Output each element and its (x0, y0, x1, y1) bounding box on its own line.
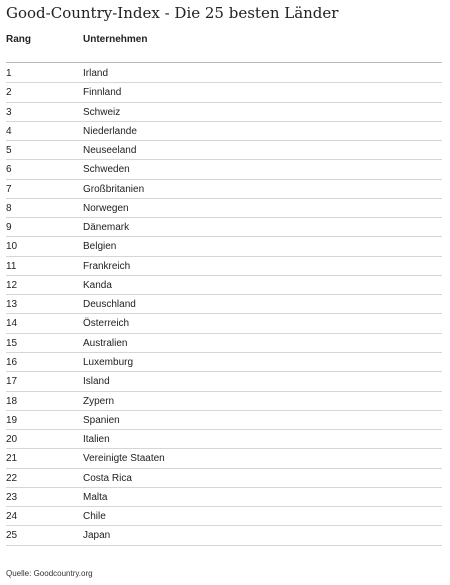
table-row (6, 469, 442, 488)
country-cell: Österreich (83, 318, 130, 330)
country-cell: Island (83, 376, 110, 388)
rank-cell: 15 (6, 337, 18, 349)
table-row (6, 430, 442, 449)
table-row (6, 314, 442, 333)
table-row (6, 83, 442, 102)
rank-cell: 9 (6, 222, 12, 234)
rank-cell: 1 (6, 68, 12, 79)
country-cell: Chile (83, 511, 106, 523)
table-row (6, 122, 442, 141)
rank-cell: 7 (6, 183, 12, 195)
table-row (6, 334, 442, 353)
column-header-company: Unternehmen (83, 34, 148, 45)
rank-cell: 16 (6, 356, 18, 368)
ranking-table (6, 30, 442, 546)
table-row (6, 392, 442, 411)
rank-cell: 11 (6, 260, 17, 272)
rank-cell: 2 (6, 87, 12, 99)
column-header-rank: Rang (6, 34, 31, 45)
table-row (6, 64, 442, 83)
country-cell: Deuschland (83, 299, 136, 311)
table-row (6, 103, 442, 122)
table-row (6, 411, 442, 430)
table-row (6, 257, 442, 276)
rank-cell: 20 (6, 434, 18, 446)
country-cell: Malta (83, 491, 108, 503)
page-title: Good-Country-Index - Die 25 besten Länder (6, 4, 339, 22)
rank-cell: 22 (6, 472, 18, 484)
country-cell: Australien (83, 337, 128, 349)
rank-cell: 24 (6, 511, 18, 523)
table-row (6, 488, 442, 507)
table-row (6, 237, 442, 256)
rank-cell: 3 (6, 106, 12, 118)
country-cell: Luxemburg (83, 356, 134, 368)
rank-cell: 18 (6, 395, 18, 407)
rank-cell: 4 (6, 125, 12, 137)
rank-cell: 21 (6, 453, 18, 465)
country-cell: Spanien (83, 414, 120, 426)
table-header (6, 30, 442, 63)
country-cell: Costa Rica (83, 472, 132, 484)
table-row (6, 507, 442, 526)
country-cell: Zypern (83, 395, 115, 407)
table-row (6, 180, 442, 199)
country-cell: Finnland (83, 87, 122, 99)
country-cell: Japan (83, 530, 111, 542)
table-row (6, 353, 442, 372)
country-cell: Schweden (83, 164, 130, 176)
country-cell: Vereinigte Staaten (83, 453, 165, 465)
rank-cell: 13 (6, 299, 18, 311)
table-row (6, 218, 442, 237)
country-cell: Italien (83, 434, 110, 446)
table-body (6, 64, 442, 546)
rank-cell: 12 (6, 279, 18, 291)
country-cell: Schweiz (83, 106, 121, 118)
table-row (6, 295, 442, 314)
country-cell: Belgien (83, 241, 117, 253)
table-row (6, 160, 442, 179)
table-row (6, 372, 442, 391)
rank-cell: 17 (6, 376, 18, 388)
rank-cell: 25 (6, 530, 18, 542)
rank-cell: 5 (6, 145, 12, 157)
country-cell: Frankreich (83, 260, 131, 272)
source-note: Quelle: Goodcountry.org (6, 569, 93, 578)
rank-cell: 8 (6, 202, 12, 214)
table-row (6, 449, 442, 468)
rank-cell: 10 (6, 241, 18, 253)
country-cell: Irland (83, 68, 109, 79)
table-row (6, 199, 442, 218)
rank-cell: 19 (6, 414, 18, 426)
country-cell: Großbritanien (83, 183, 145, 195)
rank-cell: 14 (6, 318, 18, 330)
rank-cell: 6 (6, 164, 12, 176)
table-row (6, 526, 442, 545)
rank-cell: 23 (6, 491, 18, 503)
country-cell: Dänemark (83, 222, 130, 234)
country-cell: Niederlande (83, 125, 137, 137)
table-row (6, 276, 442, 295)
country-cell: Neuseeland (83, 145, 137, 157)
table-row (6, 141, 442, 160)
country-cell: Norwegen (83, 202, 129, 214)
country-cell: Kanda (83, 279, 112, 291)
